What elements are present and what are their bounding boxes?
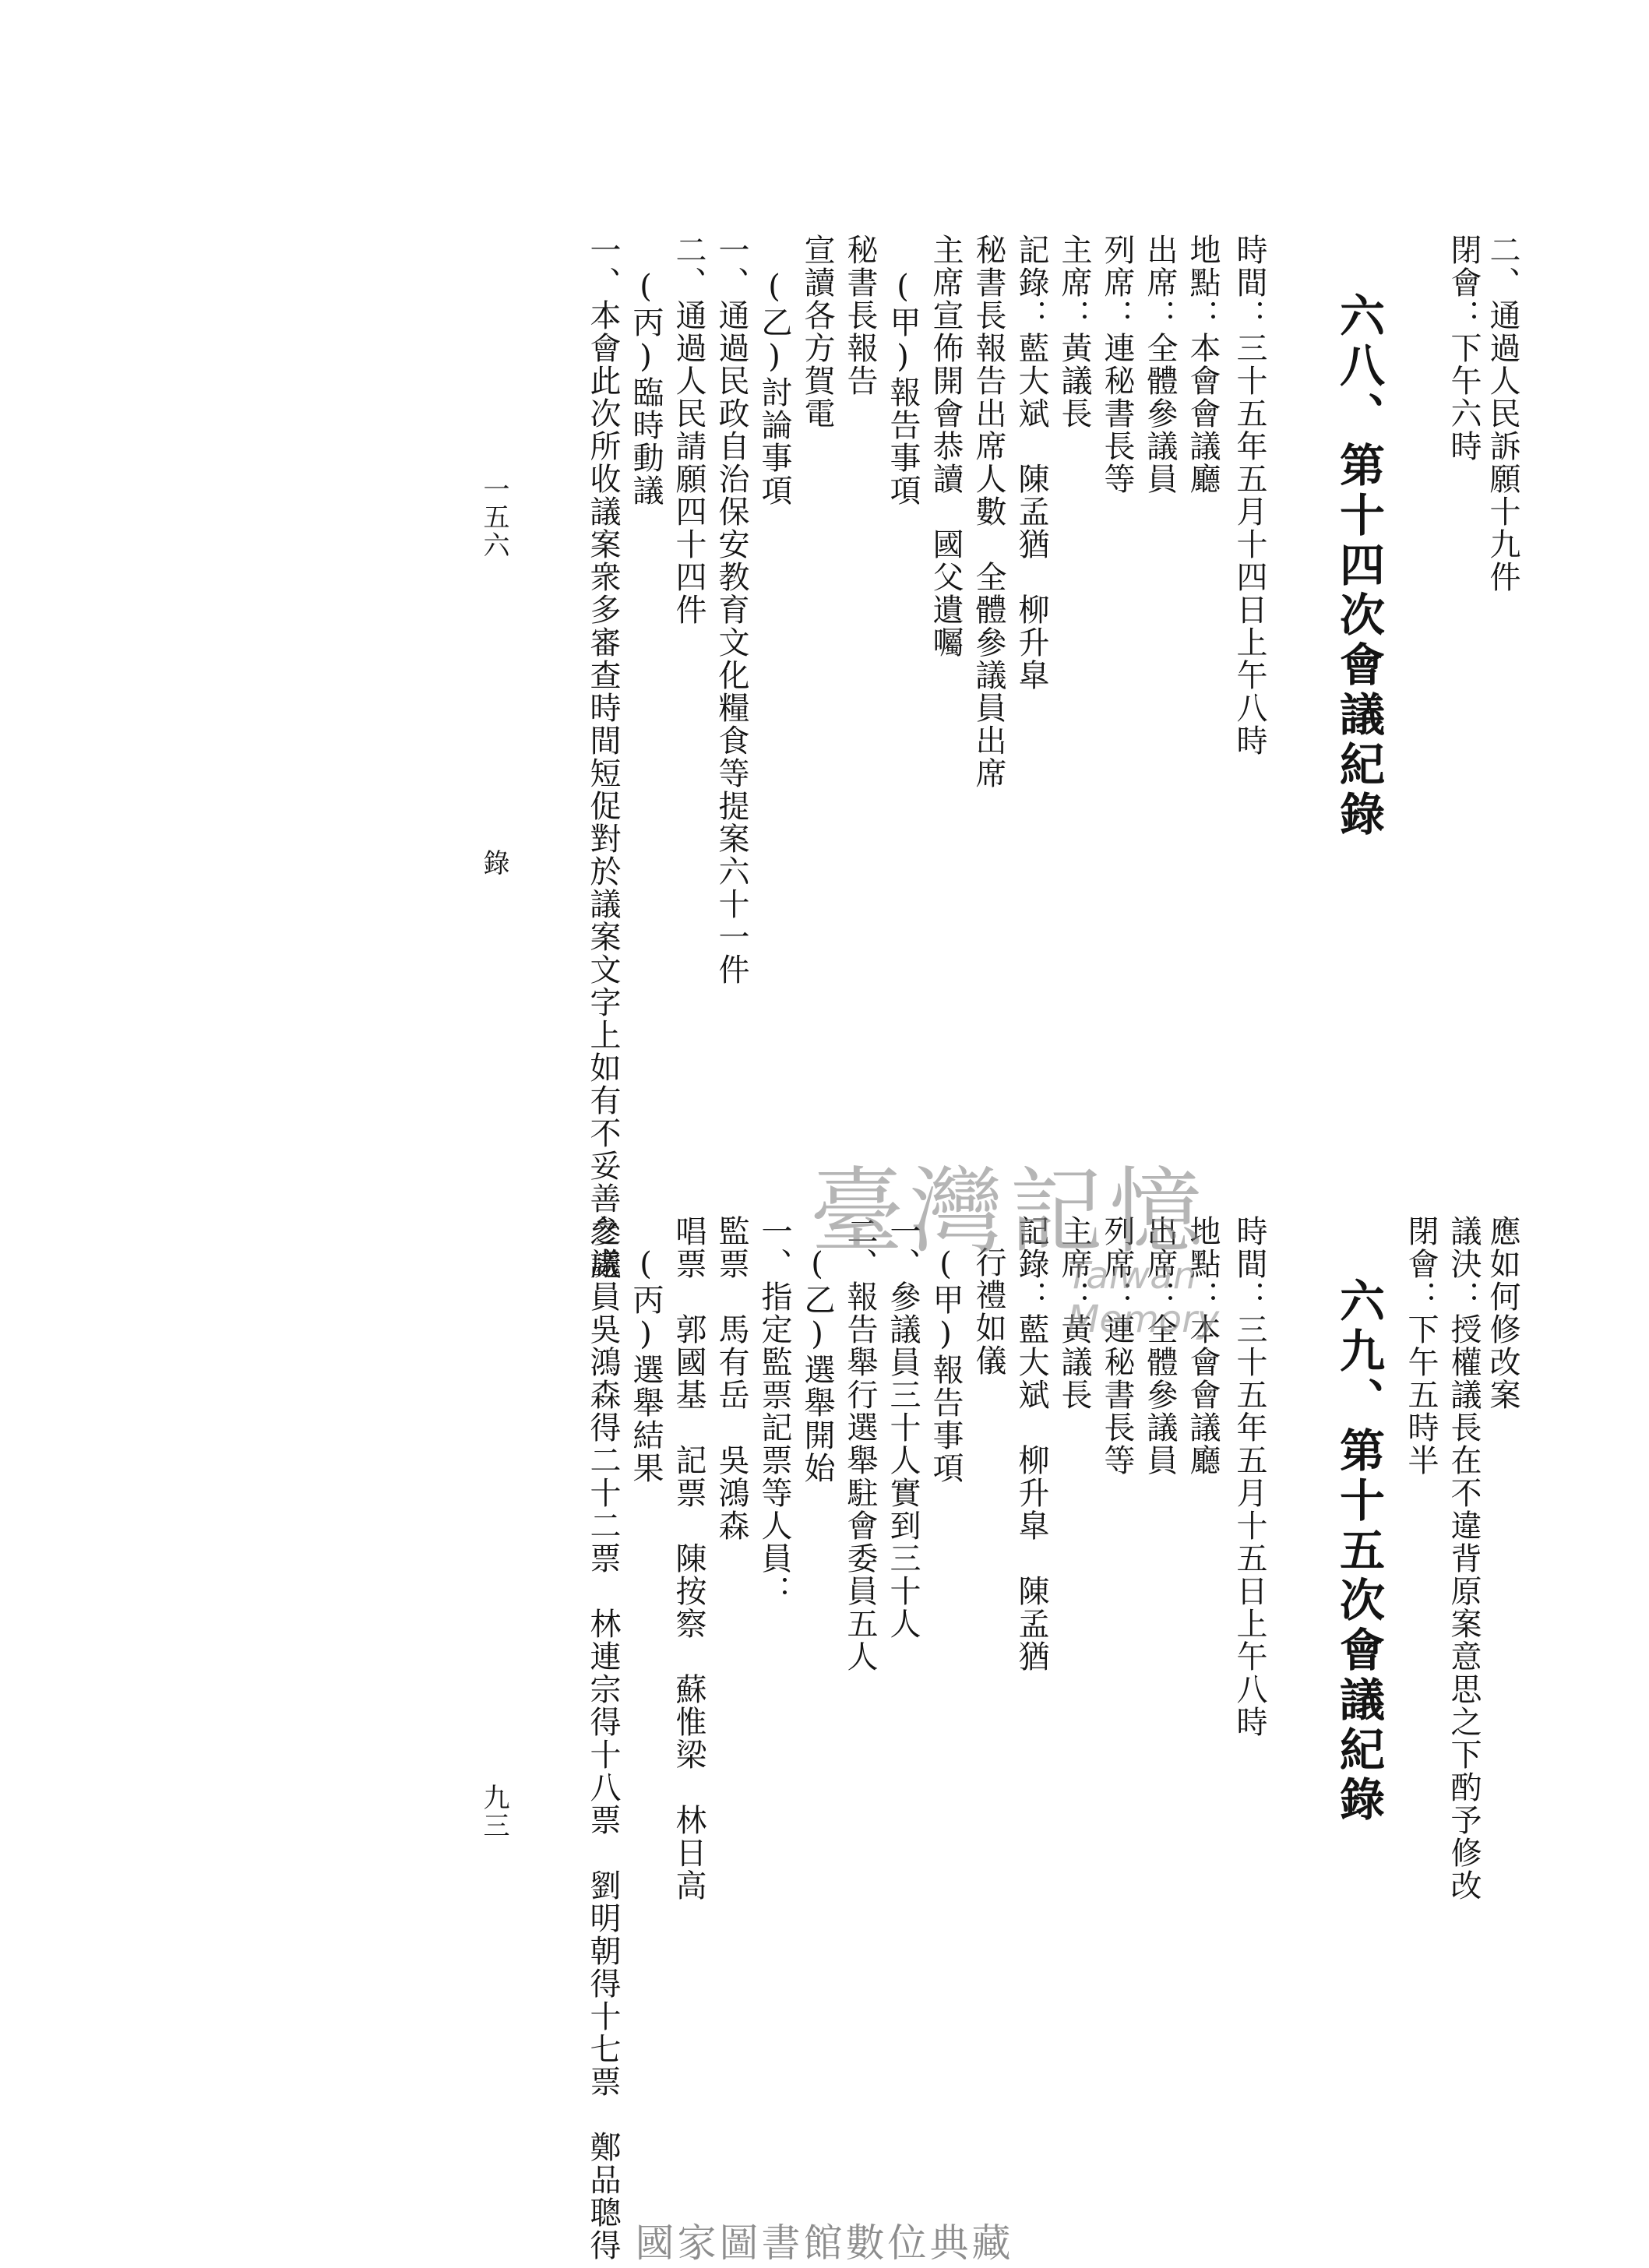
lower-line-attendance: 出席：全體參議員 <box>1142 1215 1178 1477</box>
upper-line-recorders: 記錄：藍大斌 陳孟猶 柳升皐 <box>1013 234 1049 692</box>
upper-line-report-items: (甲)報告事項 <box>885 269 921 507</box>
lower-line-election-1: 一、指定監票記票等人員： <box>756 1215 792 1608</box>
lower-line-ceremony: 行禮如儀 <box>971 1246 1006 1377</box>
upper-line-discussion: (乙)討論事項 <box>756 269 792 507</box>
taiwan-memory-watermark <box>810 1137 1293 1341</box>
archive-footer: 國家圖書館數位典藏 <box>635 2220 1014 2266</box>
upper-line-observers: 列席：連秘書長等 <box>1099 234 1135 495</box>
lower-line-observers: 列席：連秘書長等 <box>1099 1215 1135 1477</box>
lower-line-recorders: 記錄：藍大斌 柳升皐 陳孟猶 <box>1013 1215 1049 1673</box>
upper-line-attendance: 出席：全體參議員 <box>1142 234 1178 495</box>
lower-page-number: 九三 <box>478 1784 509 1840</box>
lower-line-report-2: 二、報告舉行選舉駐會委員五人 <box>842 1215 878 1673</box>
upper-line-secretary: 秘書長報告 <box>842 234 878 397</box>
lower-line-report-items: (甲)報告事項 <box>928 1246 964 1484</box>
upper-section-label: 錄 <box>478 849 509 877</box>
upper-line-petitions: 二、通過人民請願四十四件 <box>671 234 706 626</box>
upper-line-1: 二、通過人民訴願十九件 <box>1485 234 1520 593</box>
upper-line-motions: (丙)臨時動議 <box>628 269 664 507</box>
watermark-english-text: Taiwan Memory <box>1067 1254 1220 1341</box>
upper-line-opening: 主席宣佈開會恭讀 國父遺囑 <box>928 234 964 659</box>
lower-line-location: 地點：本會會議廳 <box>1185 1215 1221 1477</box>
upper-section-title: 六八、第十四次會議紀錄 <box>1332 292 1385 840</box>
lower-line-election-start: (乙)選舉開始 <box>799 1246 835 1484</box>
upper-page-number: 一五六 <box>478 475 509 559</box>
lower-line-time: 時間：三十五年五月十五日上午八時 <box>1231 1215 1267 1738</box>
lower-line-chair: 主席：黃議長 <box>1056 1215 1092 1411</box>
lower-line-monitors: 監票 馬有岳 吳鴻森 <box>714 1215 749 1542</box>
upper-line-location: 地點：本會會議廳 <box>1185 234 1221 495</box>
lower-line-counters: 唱票 郭國基 記票 陳按察 蘇惟梁 林日高 <box>671 1215 706 1902</box>
upper-line-greetings: 宣讀各方賀電 <box>799 234 835 430</box>
upper-line-proposals: 一、通過民政自治保安教育文化糧食等提案六十一件 <box>714 234 749 986</box>
lower-line-report-1: 一、參議員三十人實到三十人 <box>885 1215 921 1640</box>
upper-line-chair: 主席：黃議長 <box>1056 234 1092 430</box>
upper-line-secretary-report: 秘書長報告出席人數 全體參議員出席 <box>971 234 1006 790</box>
upper-line-2: 閉會：下午六時 <box>1446 234 1482 463</box>
lower-line-1: 應如何修改案 <box>1485 1215 1520 1411</box>
lower-line-results-heading: (丙)選舉結果 <box>628 1246 664 1484</box>
watermark-chinese-text: 臺灣記憶 <box>810 1158 1209 1266</box>
upper-line-time: 時間：三十五年五月十四日上午八時 <box>1231 234 1267 757</box>
lower-line-resolution: 議決：授權議長在不違背原案意思之下酌予修改 <box>1446 1215 1482 1902</box>
lower-line-results: 參議員吳鴻森得二十二票 林連宗得十八票 劉明朝得十七票 鄭品聰得 <box>585 1215 621 2262</box>
lower-section-title: 六九、第十五次會議紀錄 <box>1332 1277 1385 1826</box>
upper-line-motion-1: 一、本會此次所收議案衆多審查時間短促對於議案文字上如有不妥善之處 <box>585 234 621 1280</box>
lower-line-close: 閉會：下午五時半 <box>1403 1215 1439 1477</box>
